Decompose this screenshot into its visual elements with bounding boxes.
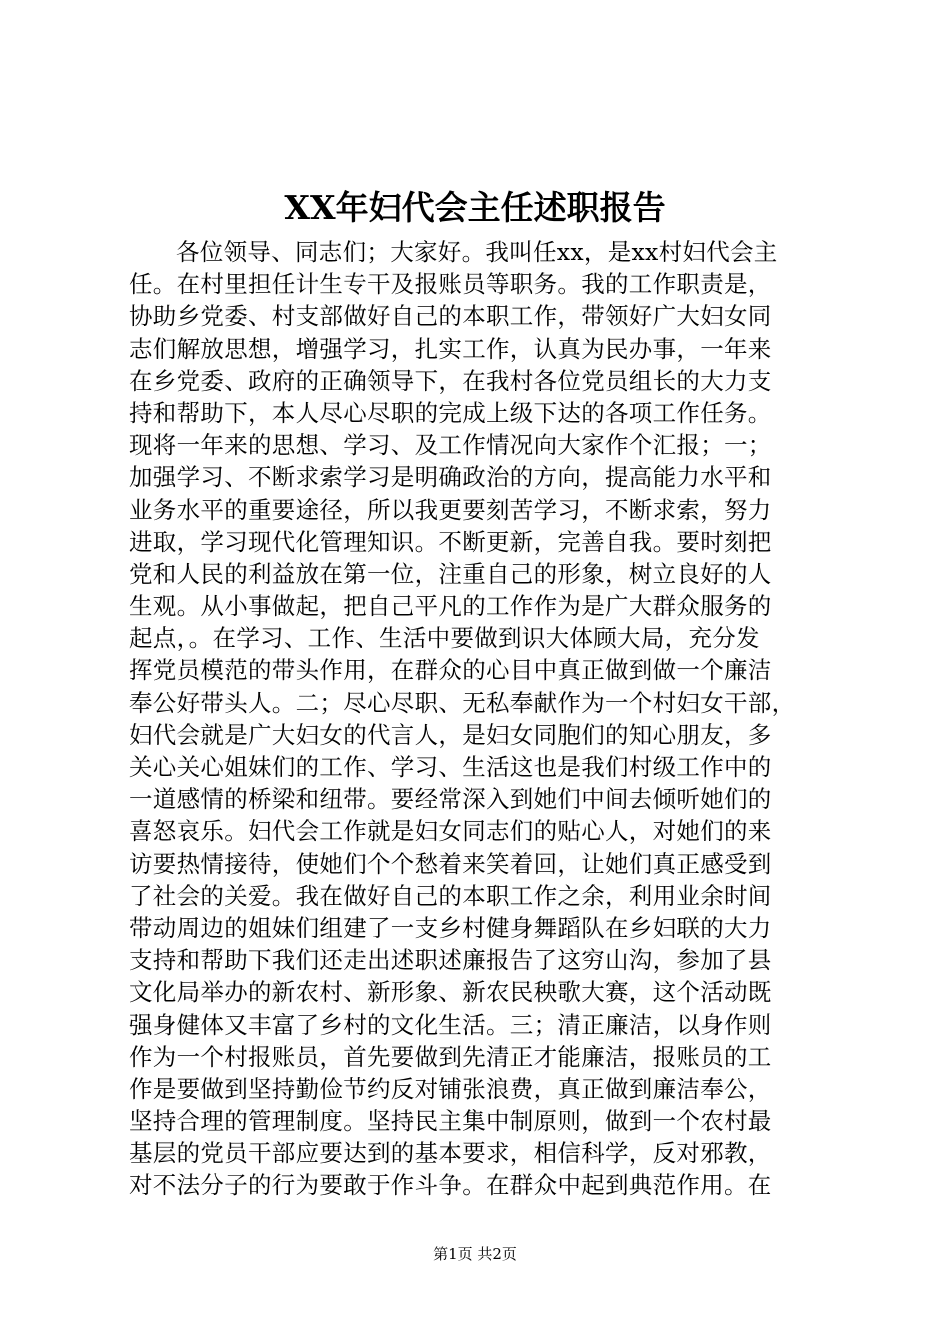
body-line: 妇代会就是广大妇女的代言人，是妇女同胞们的知心朋友，多 (129, 720, 772, 749)
body-line: 强身健体又丰富了乡村的文化生活。三；清正廉洁，以身作则 (129, 1010, 772, 1039)
page-footer: 第1页 共2页 (433, 1245, 517, 1263)
body-line: 加强学习、不断求索学习是明确政治的方向，提高能力水平和 (129, 463, 772, 492)
body-line: 志们解放思想，增强学习，扎实工作，认真为民办事，一年来 (129, 334, 772, 363)
body-line: 基层的党员干部应要达到的基本要求，相信科学，反对邪教， (129, 1139, 772, 1168)
body-line: 进取，学习现代化管理知识。不断更新，完善自我。要时刻把 (129, 527, 772, 556)
body-line: 生观。从小事做起，把自己平凡的工作作为是广大群众服务的 (129, 592, 772, 621)
document-title: XX年妇代会主任述职报告 (284, 188, 666, 227)
body-line: 各位领导、同志们；大家好。我叫任xx，是xx村妇代会主 (176, 238, 778, 266)
body-line: 对不法分子的行为要敢于作斗争。在群众中起到典范作用。在 (129, 1171, 772, 1200)
body-line: 奉公好带头人。二；尽心尽职、无私奉献作为一个村妇女干部， (129, 688, 796, 717)
body-line: 作为一个村报账员，首先要做到先清正才能廉洁，报账员的工 (129, 1042, 772, 1071)
body-line: 业务水平的重要途径，所以我更要刻苦学习，不断求索，努力 (129, 495, 772, 524)
body-line: 协助乡党委、村支部做好自己的本职工作，带领好广大妇女同 (129, 302, 772, 331)
body-line: 任。在村里担任计生专干及报账员等职务。我的工作职责是， (129, 270, 772, 299)
body-line: 关心关心姐妹们的工作、学习、生活这也是我们村级工作中的 (129, 753, 772, 781)
body-line: 坚持合理的管理制度。坚持民主集中制原则，做到一个农村最 (129, 1107, 772, 1136)
body-line: 作是要做到坚持勤俭节约反对铺张浪费，真正做到廉洁奉公， (129, 1074, 772, 1103)
body-line: 在乡党委、政府的正确领导下，在我村各位党员组长的大力支 (129, 366, 772, 395)
body-line: 现将一年来的思想、学习、及工作情况向大家作个汇报；一； (129, 431, 772, 460)
body-line: 党和人民的利益放在第一位，注重自己的形象，树立良好的人 (129, 559, 772, 588)
body-line: 持和帮助下，本人尽心尽职的完成上级下达的各项工作任务。 (129, 398, 772, 427)
body-line: 起点，。在学习、工作、生活中要做到识大体顾大局，充分发 (129, 624, 760, 653)
body-line: 了社会的关爱。我在做好自己的本职工作之余，利用业余时间 (129, 881, 772, 910)
body-line: 带动周边的姐妹们组建了一支乡村健身舞蹈队在乡妇联的大力 (129, 913, 772, 942)
body-line: 一道感情的桥梁和纽带。要经常深入到她们中间去倾听她们的 (129, 785, 772, 814)
body-line: 支持和帮助下我们还走出述职述廉报告了这穷山沟，参加了县 (129, 946, 772, 975)
body-line: 挥党员模范的带头作用，在群众的心目中真正做到做一个廉洁 (129, 656, 772, 685)
body-line: 喜怒哀乐。妇代会工作就是妇女同志们的贴心人，对她们的来 (129, 817, 772, 846)
document-body (129, 236, 833, 1202)
body-line: 文化局举办的新农村、新形象、新农民秧歌大赛，这个活动既 (129, 978, 772, 1007)
body-line: 访要热情接待，使她们个个愁着来笑着回，让她们真正感受到 (129, 849, 772, 878)
